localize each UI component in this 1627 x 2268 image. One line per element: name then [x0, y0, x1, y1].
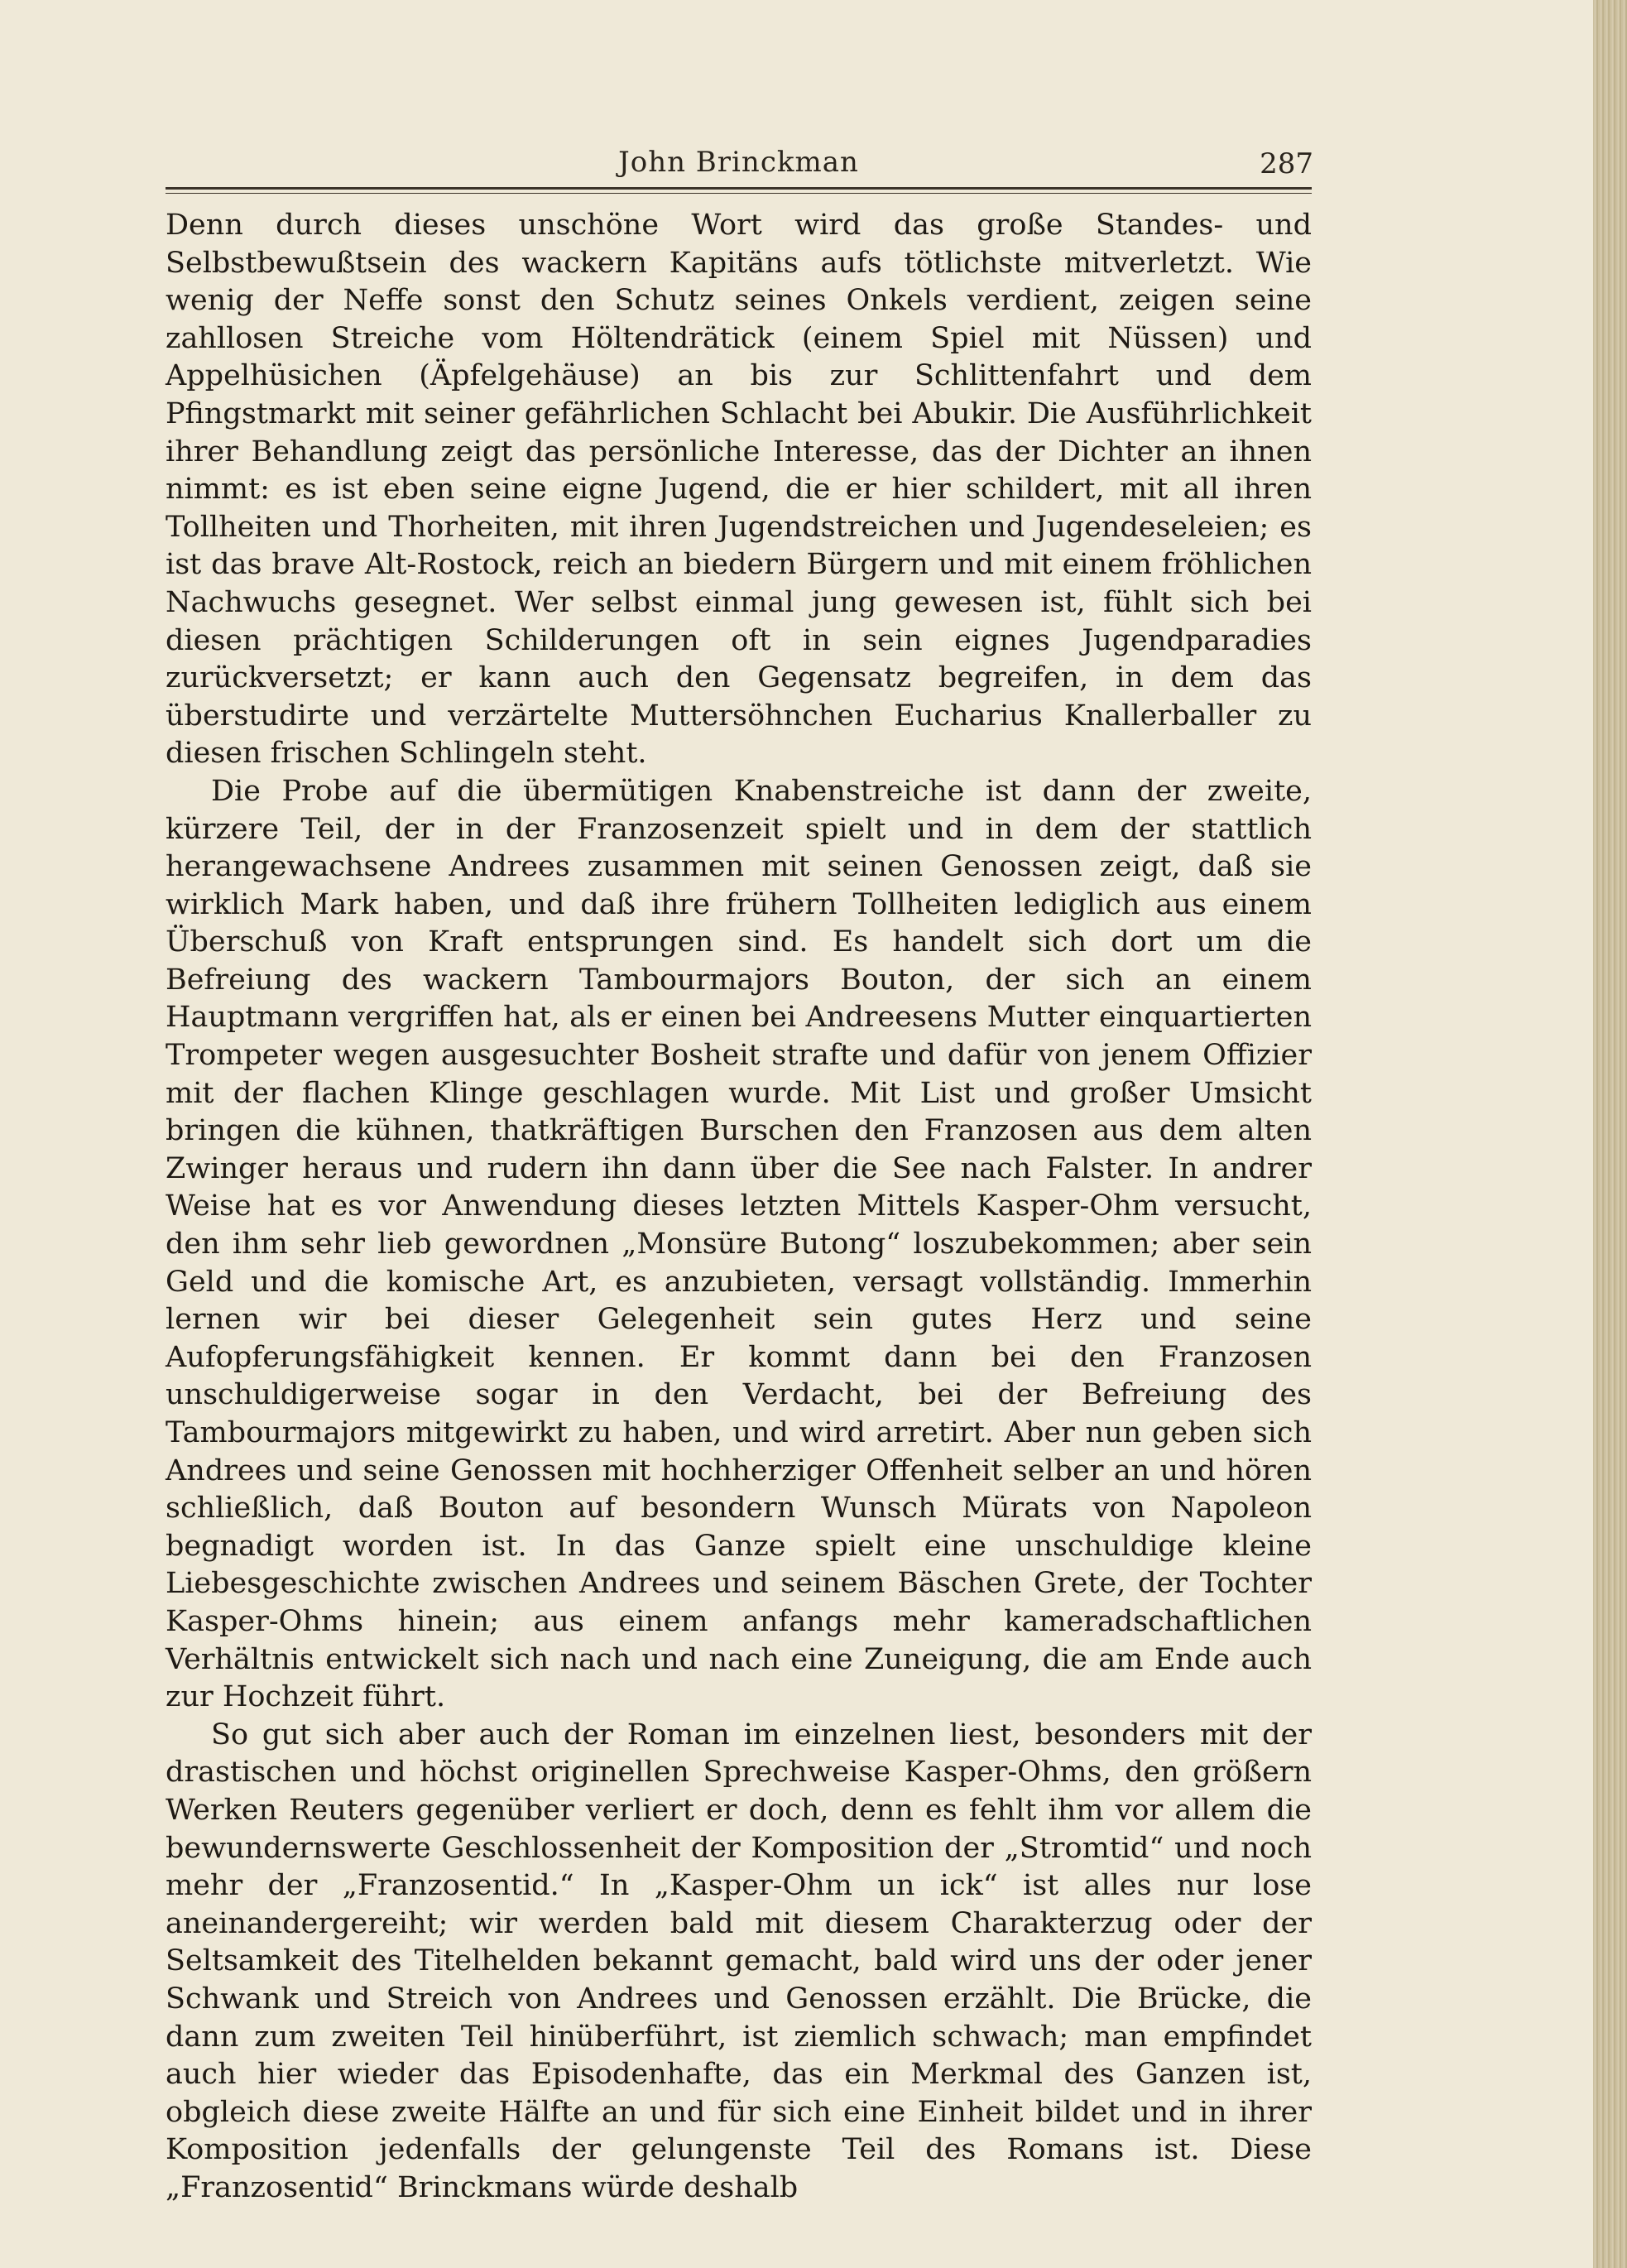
page-edge: [1593, 0, 1627, 2268]
body-text: [166, 207, 1312, 2207]
running-head: [166, 146, 1312, 187]
header-rule: [166, 187, 1312, 194]
running-head-title: John Brinckman: [618, 146, 859, 179]
paragraph: So gut sich aber auch der Roman im einzelnen liest, besonders mit der drastischen und höchst originellen Sprechweise Kasper-Ohms, den größern Werken Reuters gegenüber verliert er doch, denn es fehlt ihm vor allem die bewundernswerte Geschlossenheit der Komposition der „Stromtid“ und noch mehr der „Franzosentid.“ In „Kasper-Ohm un ick“ ist alles nur lose aneinandergereiht; wir werden bald mit diesem Charakterzug oder der Seltsamkeit des Titelhelden bekannt gemacht, bald wird uns der oder jener Schwank und Streich von Andrees und Genossen erzählt. Die Brücke, die dann zum zweiten Teil hinüberführt, ist ziemlich schwach; man empfindet auch hier wieder das Episodenhafte, das ein Merkmal des Ganzen ist, obgleich diese zweite Hälfte an und für sich eine Einheit bildet und in ihrer Komposition jedenfalls der gelungenste Teil des Romans ist. Diese „Franzosentid“ Brinckmans würde deshalb: [166, 1718, 1312, 2204]
paragraph: Die Probe auf die übermütigen Knabenstreiche ist dann der zweite, kürzere Teil, der in der Franzosenzeit spielt und in dem der stattlich herangewachsene Andrees zusammen mit seinen Genossen zeigt, daß sie wirklich Mark haben, und daß ihre frühern Tollheiten lediglich aus einem Überschuß von Kraft entsprungen sind. Es handelt sich dort um die Befreiung des wackern Tambourmajors Bouton, der sich an einem Hauptmann vergriffen hat, als er einen bei Andreesens Mutter einquartierten Trompeter wegen ausgesuchter Bosheit strafte und dafür von jenem Offizier mit der flachen Klinge geschlagen wurde. Mit List und großer Umsicht bringen die kühnen, thatkräftigen Burschen den Franzosen aus dem alten Zwinger heraus und rudern ihn dann über die See nach Falster. In andrer Weise hat es vor Anwendung dieses letzten Mittels Kasper-Ohm versucht, den ihm sehr lieb gewordnen „Monsüre Butong“ loszubekommen; aber sein Geld und die komische Art, es anzubieten, versagt vollständig. Immerhin lernen wir bei dieser Gelegenheit sein gutes Herz und seine Aufopferungsfähigkeit kennen. Er kommt dann bei den Franzosen unschuldigerweise sogar in den Verdacht, bei der Befreiung des Tambourmajors mitgewirkt zu haben, und wird arretirt. Aber nun geben sich Andrees und seine Genossen mit hochherziger Offenheit selber an und hören schließlich, daß Bouton auf besondern Wunsch Mürats von Napoleon begnadigt worden ist. In das Ganze spielt eine unschuldige kleine Liebesgeschichte zwischen Andrees und seinem Bäschen Grete, der Tochter Kasper-Ohms hinein; aus einem anfangs mehr kameradschaftlichen Verhältnis entwickelt sich nach und nach eine Zuneigung, die am Ende auch zur Hochzeit führt.: [166, 774, 1312, 1714]
paragraph: Denn durch dieses unschöne Wort wird das große Standes- und Selbstbewußtsein des wackern Kapitäns aufs tötlichste mitverletzt. Wie wenig der Neffe sonst den Schutz seines Onkels verdient, zeigen seine zahllosen Streiche vom Höltendrätick (einem Spiel mit Nüssen) und Appelhüsichen (Äpfelgehäuse) an bis zur Schlittenfahrt und dem Pfingstmarkt mit seiner gefährlichen Schlacht bei Abukir. Die Ausführlichkeit ihrer Behandlung zeigt das persönliche Interesse, das der Dichter an ihnen nimmt: es ist eben seine eigne Jugend, die er hier schildert, mit all ihren Tollheiten und Thorheiten, mit ihren Jugendstreichen und Jugendeseleien; es ist das brave Alt-Rostock, reich an biedern Bürgern und mit einem fröhlichen Nachwuchs gesegnet. Wer selbst einmal jung gewesen ist, fühlt sich bei diesen prächtigen Schilderungen oft in sein eignes Jugendparadies zurückversetzt; er kann auch den Gegensatz begreifen, in dem das überstudirte und verzärtelte Muttersöhnchen Eucharius Knallerballer zu diesen frischen Schlingeln steht.: [166, 209, 1312, 771]
page-number: 287: [1260, 147, 1313, 180]
